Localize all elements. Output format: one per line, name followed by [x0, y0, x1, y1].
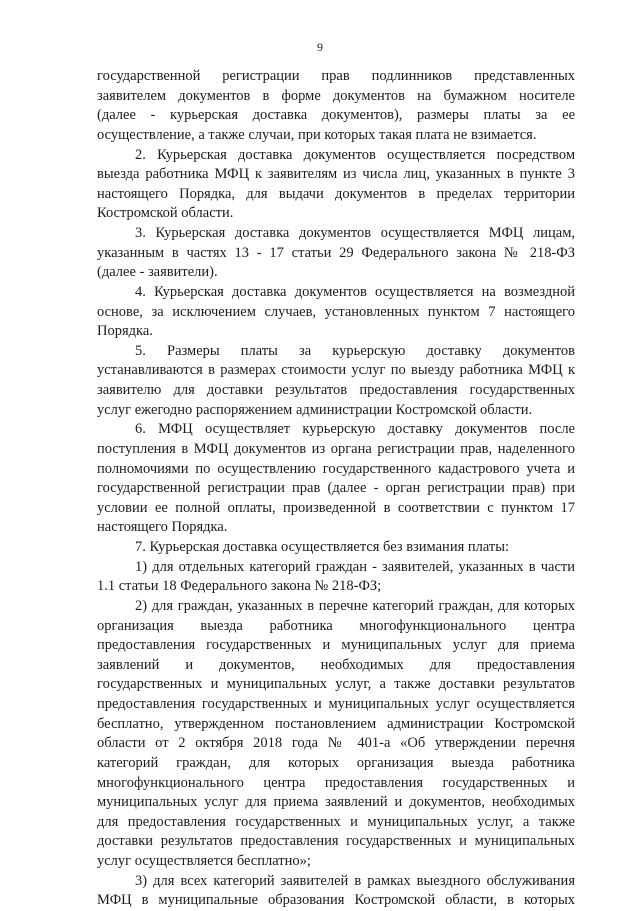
text-line: заявителем документов в форме документов на бумажном носителе	[97, 87, 575, 104]
text-line: 2) для граждан, указанных в перечне категорий граждан, для которых	[135, 597, 575, 614]
text-line: Костромской области.	[97, 205, 234, 222]
text-line: основе, за исключением случаев, установленных пунктом 7 настоящего	[97, 303, 575, 320]
text-line: для предоставления государственных и муниципальных услуг, а также	[97, 813, 575, 830]
text-line: настоящего Порядка.	[97, 519, 228, 536]
text-line: заявителю для доставки результатов предоставления государственных	[97, 382, 575, 398]
text-line: 4. Курьерская доставка документов осуществляется на возмездной	[135, 283, 575, 300]
text-line: государственной регистрации прав (далее - орган регистрации прав) при	[97, 480, 575, 497]
document-body	[97, 67, 575, 911]
text-line: (далее - заявители).	[97, 264, 218, 281]
text-line: услуг осуществляется бесплатно»;	[97, 853, 311, 869]
text-line: 3) для всех категорий заявителей в рамках выездного обслуживания	[135, 872, 575, 889]
text-line: 6. МФЦ осуществляет курьерскую доставку документов после	[135, 421, 575, 438]
text-line: государственной регистрации прав подлинников представленных	[97, 68, 575, 84]
text-line: бесплатно, утвержденном постановлением администрации Костромской	[97, 715, 575, 732]
text-line: организация выезда работника многофункционального центра	[97, 617, 575, 634]
text-line: категорий граждан, для которых организация выезда работника	[97, 754, 575, 771]
text-line: области от 2 октября 2018 года № 401-а «Об утверждении перечня	[97, 735, 575, 752]
text-line: многофункционального центра предоставления государственных и	[97, 774, 575, 791]
text-line: предоставления государственных и муниципальных услуг осуществляется	[97, 696, 575, 712]
text-line: 1.1 статьи 18 Федерального закона № 218-ФЗ;	[97, 578, 382, 595]
text-line: 7. Курьерская доставка осуществляется без взимания платы:	[135, 539, 510, 555]
text-line: (далее - курьерская доставка документов), размеры платы за ее	[97, 107, 575, 124]
text-line: настоящего Порядка, для выдачи документов в пределах территории	[97, 185, 575, 202]
text-line: устанавливаются в размерах стоимости услуг по выезду работника МФЦ к	[97, 362, 575, 379]
text-line: государственных и муниципальных услуг, а также доставки результатов	[97, 676, 575, 693]
text-line: 2. Курьерская доставка документов осуществляется посредством	[135, 146, 575, 163]
text-line: услуг ежегодно распоряжением администрации Костромской области.	[97, 401, 533, 418]
text-line: осуществление, а также случаи, при которых такая плата не взимается.	[97, 126, 537, 143]
page-number: 9	[317, 40, 323, 54]
text-line: заявлений и документов, необходимых для предоставления	[97, 656, 575, 673]
text-line: предоставления государственных и муниципальных услуг для приема	[97, 637, 575, 654]
text-line: поступления в МФЦ документов из органа регистрации прав, наделенного	[97, 440, 575, 457]
text-line: полномочиями по осуществлению государственного кадастрового учета и	[97, 460, 575, 477]
text-line: МФЦ в муниципальные образования Костромской области, в которых	[97, 892, 575, 909]
text-line: муниципальных услуг для приема заявлений и документов, необходимых	[97, 794, 575, 811]
text-line: 3. Курьерская доставка документов осуществляется МФЦ лицам,	[135, 225, 575, 241]
text-line: указанным в частях 13 - 17 статьи 29 Федерального закона № 218-ФЗ	[97, 244, 575, 261]
text-line: Порядка.	[97, 323, 153, 340]
text-line: условии ее полной оплаты, произведенной в соответствии с пунктом 17	[97, 499, 575, 516]
text-line: доставки результатов предоставления государственных и муниципальных	[97, 833, 575, 850]
text-line: 5. Размеры платы за курьерскую доставку документов	[135, 342, 575, 359]
text-line: 1) для отдельных категорий граждан - заявителей, указанных в части	[135, 558, 575, 575]
text-line: выезда работника МФЦ к заявителям из числа лиц, указанных в пункте 3	[97, 166, 575, 183]
